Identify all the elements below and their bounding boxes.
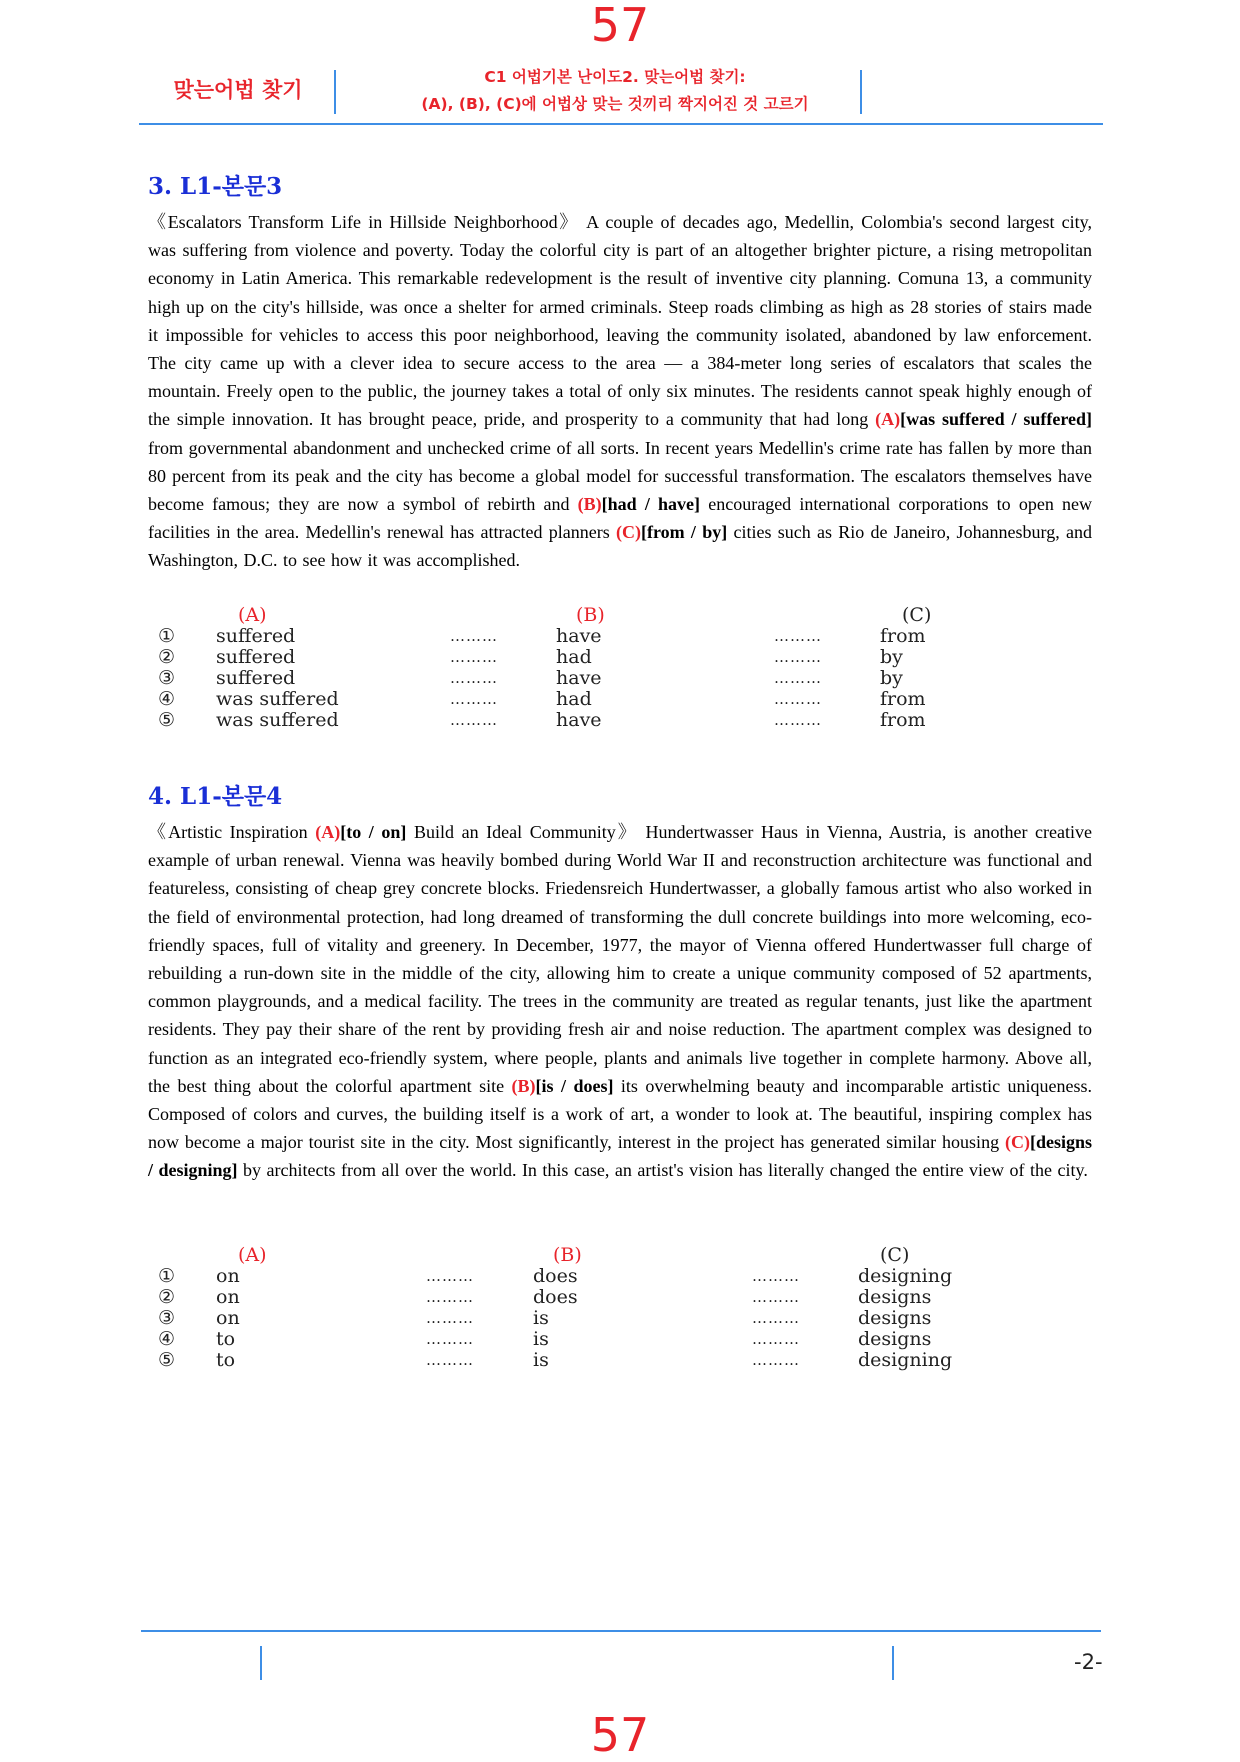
question-4-choices: [148, 1245, 1048, 1371]
question-3-title: 3. L1-본문3: [148, 173, 283, 200]
q3-blank-b-label: (B): [577, 494, 602, 515]
q3-choice-number: ④: [158, 688, 176, 710]
leader-dots: ………: [426, 1351, 474, 1369]
header-title: 맞는어법 찾기: [173, 78, 303, 102]
q4-choice-row[interactable]: [148, 1266, 1048, 1287]
q4-choice-row[interactable]: [148, 1350, 1048, 1371]
q3-choice-a: was suffered: [216, 688, 339, 710]
q4-choice-a: on: [216, 1265, 240, 1287]
header-desc-line1: C1 어법기본 난이도2. 맞는어법 찾기:: [484, 68, 746, 86]
q3-passage-part1: 《Escalators Transform Life in Hillside Neighborhood》 A couple of decades ago, Medellin, Colombia's second largest city, was suffering from violence and poverty. Today the colorful city is part of an altogether brighter picture, a rising metropolitan economy in Latin America. This remarkable redevelopment is the result of inventive city planning. Comuna 13, a community high up on the city's hillside, was once a shelter for armed criminals. Steep roads climbing as high as 28 stories of stairs made it impossible for vehicles to access this poor neighborhood, leaving the community isolated, abandoned by law enforcement. The city came up with a clever idea to secure access to the area — a 384-meter long series of escalators that scales the mountain. Freely open to the public, the journey takes a total of only six minutes. The residents cannot speak highly enough of the simple innovation. It has brought peace, pride, and prosperity to a community that had long: [148, 212, 1092, 430]
q3-passage-part2: from governmental abandonment and unchecked crime of all sorts. In recent years Medellin's crime rate has fallen by more than 80 percent from its peak and the city has become a global model for successful transformation. The escalators themselves have become famous; they are now a symbol of rebirth and: [148, 437, 1092, 515]
footer-divider-left: [260, 1646, 262, 1680]
leader-dots: ………: [774, 627, 822, 645]
q3-choice-number: ①: [158, 625, 176, 647]
q4-choice-row[interactable]: [148, 1329, 1048, 1350]
question-3: [148, 172, 1092, 575]
leader-dots: ………: [752, 1351, 800, 1369]
q3-choice-number: ②: [158, 646, 176, 668]
q4-choice-b: is: [533, 1307, 549, 1329]
q4-choice-c: designs: [858, 1286, 932, 1308]
leader-dots: ………: [426, 1267, 474, 1285]
question-4: [148, 782, 1092, 1185]
leader-dots: ………: [774, 690, 822, 708]
q3-blank-c-label: (C): [616, 522, 641, 543]
q3-passage-part3: encouraged international corporations to open new facilities in the area. Medellin's renewal has attracted planners: [148, 494, 1092, 543]
question-4-title: 4. L1-본문4: [148, 783, 283, 810]
header-divider-left: [334, 70, 336, 114]
q3-choice-headers: [148, 605, 1048, 626]
footer-rule: [141, 1630, 1101, 1632]
leader-dots: ………: [752, 1288, 800, 1306]
q4-choice-b: does: [533, 1286, 578, 1308]
q3-passage-part4: cities such as Rio de Janeiro, Johannesburg, and Washington, D.C. to see how it was accomplished.: [148, 522, 1092, 571]
leader-dots: ………: [426, 1288, 474, 1306]
q3-choice-c: from: [880, 709, 926, 731]
q4-header-c: (C): [880, 1244, 910, 1266]
q3-choice-number: ⑤: [158, 709, 176, 731]
q4-choice-c: designs: [858, 1328, 932, 1350]
q3-header-c: (C): [902, 604, 932, 626]
q4-choice-c: designing: [858, 1349, 953, 1371]
q4-choice-a: to: [216, 1328, 236, 1350]
q4-choice-row[interactable]: [148, 1287, 1048, 1308]
question-3-choices: [148, 605, 1048, 731]
q3-choice-b: have: [556, 667, 602, 689]
footer-page-label: -2-: [1074, 1650, 1103, 1674]
leader-dots: ………: [450, 711, 498, 729]
q3-choice-a: suffered: [216, 625, 296, 647]
q4-choice-c: designs: [858, 1307, 932, 1329]
q3-choice-b: have: [556, 709, 602, 731]
q4-blank-b-options: [is / does]: [535, 1075, 614, 1096]
leader-dots: ………: [426, 1309, 474, 1327]
header-desc-line2: (A), (B), (C)에 어법상 맞는 것끼리 짝지어진 것 고르기: [421, 95, 809, 113]
q3-choice-b: had: [556, 688, 592, 710]
q3-choice-row[interactable]: [148, 626, 1048, 647]
leader-dots: ………: [450, 627, 498, 645]
q3-blank-b-options: [had / have]: [601, 494, 701, 515]
q3-choice-row[interactable]: [148, 647, 1048, 668]
q4-blank-a-label: (A): [315, 822, 341, 842]
leader-dots: ………: [774, 669, 822, 687]
q3-choice-number: ③: [158, 667, 176, 689]
q3-choice-row[interactable]: [148, 710, 1048, 731]
q4-choice-b: is: [533, 1328, 549, 1350]
leader-dots: ………: [450, 648, 498, 666]
q4-header-b: (B): [553, 1244, 582, 1266]
q3-choice-c: by: [880, 667, 903, 689]
q4-choice-b: is: [533, 1349, 549, 1371]
leader-dots: ………: [752, 1309, 800, 1327]
q4-choice-number: ⑤: [158, 1349, 176, 1371]
q4-blank-c-options: [designs / designing]: [148, 1132, 1092, 1181]
q3-choice-c: by: [880, 646, 903, 668]
leader-dots: ………: [426, 1330, 474, 1348]
q3-blank-c-options: [from / by]: [641, 522, 728, 543]
leader-dots: ………: [450, 669, 498, 687]
q4-blank-b-label: (B): [511, 1075, 536, 1096]
leader-dots: ………: [752, 1330, 800, 1348]
q4-choice-row[interactable]: [148, 1308, 1048, 1329]
q3-choice-row[interactable]: [148, 689, 1048, 710]
q3-choice-a: was suffered: [216, 709, 339, 731]
q4-passage-part1: 《Artistic Inspiration: [148, 822, 316, 842]
header-divider-right: [860, 70, 862, 114]
header-rule: [139, 123, 1103, 125]
header-description: [340, 64, 890, 118]
leader-dots: ………: [774, 711, 822, 729]
q4-choice-c: designing: [858, 1265, 953, 1287]
footer-divider-right: [892, 1646, 894, 1680]
leader-dots: ………: [450, 690, 498, 708]
question-3-passage: [148, 208, 1092, 575]
q3-choice-c: from: [880, 625, 926, 647]
q4-choice-a: to: [216, 1349, 236, 1371]
q4-blank-c-label: (C): [1004, 1132, 1030, 1153]
question-4-passage: [148, 818, 1092, 1185]
q3-blank-a-label: (A): [875, 409, 901, 430]
q4-header-a: (A): [238, 1244, 267, 1266]
q4-passage-part4: by architects from all over the world. In this case, an artist's vision has literally changed the entire view of the city.: [237, 1160, 1088, 1181]
q4-choice-headers: [148, 1245, 1048, 1266]
q3-choice-a: suffered: [216, 667, 296, 689]
leader-dots: ………: [774, 648, 822, 666]
q3-blank-a-options: [was suffered / suffered]: [900, 409, 1092, 430]
q4-blank-a-options: [to / on]: [340, 822, 407, 842]
q4-choice-number: ①: [158, 1265, 176, 1287]
q4-passage-part3: its overwhelming beauty and incomparable artistic uniqueness. Composed of colors and curves, the building itself is a work of art, a wonder to look at. The beautiful, inspiring complex has now become a major tourist site in the city. Most significantly, interest in the project has generated similar housing: [148, 1075, 1092, 1153]
q3-header-a: (A): [238, 604, 267, 626]
q4-choice-a: on: [216, 1286, 240, 1308]
q4-choice-b: does: [533, 1265, 578, 1287]
q3-header-b: (B): [576, 604, 605, 626]
q4-choice-a: on: [216, 1307, 240, 1329]
q3-choice-row[interactable]: [148, 668, 1048, 689]
page-number-bottom: 57: [590, 1708, 650, 1762]
q3-choice-b: have: [556, 625, 602, 647]
q3-choice-b: had: [556, 646, 592, 668]
q3-choice-a: suffered: [216, 646, 296, 668]
leader-dots: ………: [752, 1267, 800, 1285]
q4-choice-number: ④: [158, 1328, 176, 1350]
q4-passage-part2: Build an Ideal Community》 Hundertwasser Haus in Vienna, Austria, is another creative example of urban renewal. Vienna was heavily bombed during World War II and reconstruction architecture was functional and featureless, consisting of cheap grey concrete blocks. Friedensreich Hundertwasser, a globally famous artist who also worked in the field of environmental protection, had long dreamed of transforming the dull concrete buildings into more welcoming, eco-friendly spaces, full of vitality and greenery. In December, 1977, the mayor of Vienna offered Hundertwasser full charge of rebuilding a run-down site in the middle of the city, allowing him to create a unique community composed of 52 apartments, common playgrounds, and a medical facility. The trees in the community are treated as regular tenants, just like the apartment residents. They pay their share of the rent by providing fresh air and noise reduction. The apartment complex was designed to function as an integrated eco-friendly system, where people, plants and animals live together in complete harmony. Above all, the best thing about the colorful apartment site: [148, 822, 1092, 1096]
q3-choice-c: from: [880, 688, 926, 710]
page-number-top: 57: [590, 0, 650, 52]
q4-choice-number: ③: [158, 1307, 176, 1329]
q4-choice-number: ②: [158, 1286, 176, 1308]
